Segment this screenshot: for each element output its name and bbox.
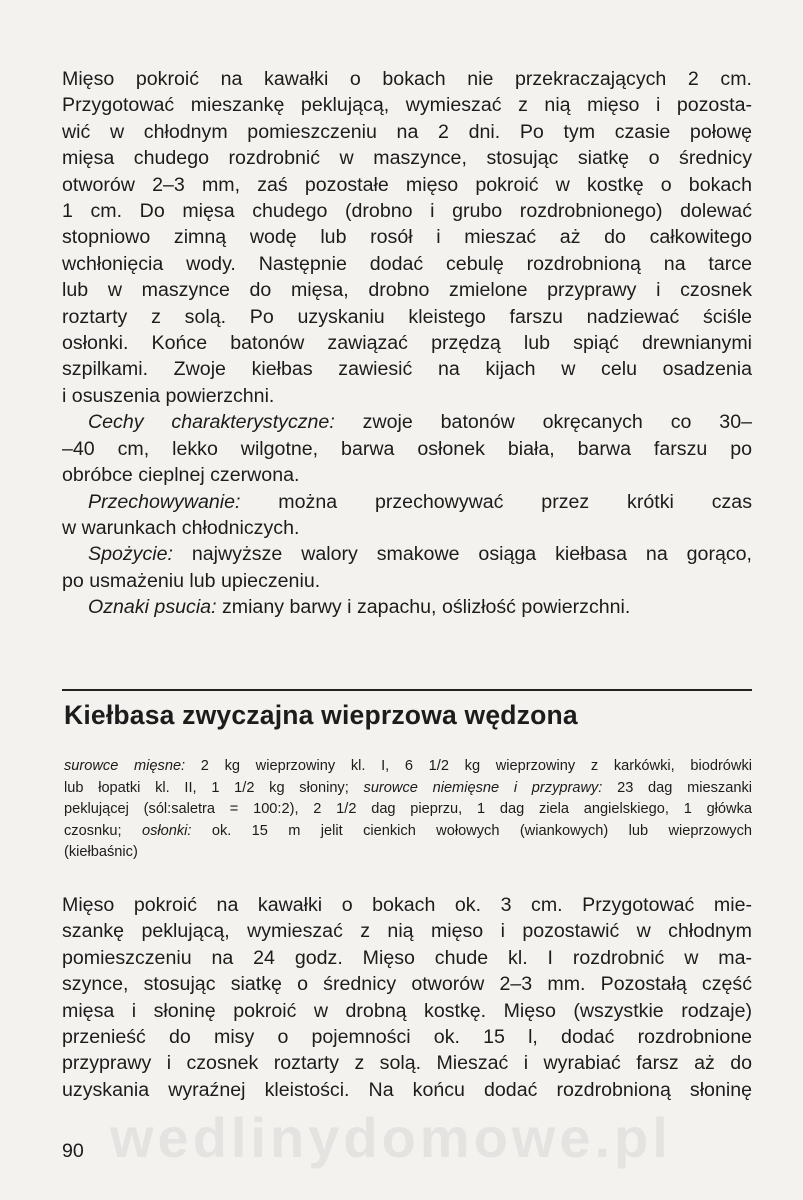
intro-method-paragraph <box>62 66 752 621</box>
text-line: obróbce cieplnej czerwona. <box>62 464 300 487</box>
text-line: wić w chłodnym pomieszczeniu na 2 dni. Po tym czasie połowę <box>62 120 752 143</box>
ingredients-line: (kiełbaśnic) <box>64 844 138 861</box>
ingredients-text: 23 dag mieszanki <box>602 779 752 796</box>
nonmeat-ingredients-label: surowce niemięsne i przyprawy: <box>363 779 603 796</box>
spoilage-line <box>62 594 752 620</box>
text-line: otworów 2–3 mm, zaś pozostałe mięso pokroić w kostkę o bokach <box>62 173 752 196</box>
text-line: Przygotować mieszankę peklującą, wymieszać z nią mięso i pozosta- <box>62 94 752 117</box>
meat-ingredients-label: surowce mięsne: <box>64 758 186 774</box>
ingredients-text: czosnku; <box>64 822 142 839</box>
text-line: szankę peklującą, wymieszać z nią mięso i pozostawić w chłodnym <box>62 920 752 943</box>
spoilage-text: zmiany barwy i zapachu, oślizłość powierzchni. <box>216 596 631 619</box>
characteristics-line <box>62 409 752 435</box>
storage-text: można przechowywać przez krótki czas <box>240 490 752 513</box>
text-line: –40 cm, lekko wilgotne, barwa osłonek biała, barwa farszu po <box>62 437 752 460</box>
characteristics-text: zwoje batonów okręcanych co 30– <box>334 411 752 434</box>
ingredients-line <box>64 778 752 800</box>
text-line: 1 cm. Do mięsa chudego (drobno i grubo rozdrobnionego) dolewać <box>62 200 752 223</box>
storage-line <box>62 489 752 515</box>
storage-label: Przechowywanie: <box>88 490 241 513</box>
text-line: roztarty z solą. Po uzyskaniu kleistego farszu nadziewać ściśle <box>62 305 752 328</box>
text-line: stopniowo zimną wodę lub rosół i mieszać aż do całkowitego <box>62 226 752 249</box>
text-line: uzyskania wyraźnej kleistości. Na końcu dodać rozdrobnioną słoninę <box>62 1078 752 1101</box>
recipe-method-paragraph <box>62 892 752 1103</box>
consumption-label: Spożycie: <box>88 543 173 566</box>
ingredients-list <box>64 756 752 864</box>
text-line: mięsa chudego rozdrobnić w maszynce, stosując siatkę o średnicy <box>62 147 752 170</box>
text-line: lub w maszynce do mięsa, drobno zmielone przyprawy i czosnek <box>62 279 752 302</box>
watermark: wedlinydomowe.pl <box>110 1106 672 1169</box>
characteristics-label: Cechy charakterystyczne: <box>88 411 335 434</box>
text-line: szpilkami. Zwoje kiełbas zawiesić na kijach w celu osadzenia <box>62 358 752 381</box>
spoilage-label: Oznaki psucia: <box>88 596 217 619</box>
consumption-line <box>62 541 752 567</box>
section-divider <box>62 689 752 691</box>
text-line: mięsa i słoninę pokroić w drobną kostkę. Mięso (wszystkie rodzaje) <box>62 999 752 1022</box>
recipe-title: Kiełbasa zwyczajna wieprzowa wędzona <box>64 700 578 730</box>
text-line: pomieszczeniu na 24 godz. Mięso chude kl. I rozdrobnić w ma- <box>62 946 752 969</box>
ingredients-line <box>64 821 752 843</box>
ingredients-line <box>64 756 752 778</box>
ingredients-text: ok. 15 m jelit cienkich wołowych (wiankowych) lub wieprzowych <box>191 822 752 839</box>
text-line: po usmażeniu lub upieczeniu. <box>62 569 321 592</box>
text-line: Mięso pokroić na kawałki o bokach nie przekraczających 2 cm. <box>62 68 752 90</box>
text-line: w warunkach chłodniczych. <box>62 516 300 539</box>
consumption-text: najwyższe walory smakowe osiąga kiełbasa na gorąco, <box>172 543 752 566</box>
ingredients-text: 2 kg wieprzowiny kl. I, 6 1/2 kg wieprzowiny z karkówki, biodrówki <box>185 758 752 774</box>
ingredients-text: lub łopatki kl. II, 1 1/2 kg słoniny; <box>64 779 364 796</box>
text-line: Mięso pokroić na kawałki o bokach ok. 3 cm. Przygotować mie- <box>62 894 752 916</box>
text-line: wchłonięcia wody. Następnie dodać cebulę rozdrobnioną na tarce <box>62 252 752 275</box>
text-line: osłonki. Końce batonów zawiązać przędzą lub spiąć drewnianymi <box>62 332 752 355</box>
text-line: i osuszenia powierzchni. <box>62 384 275 407</box>
casings-label: osłonki: <box>141 822 192 839</box>
text-line: przenieść do misy o pojemności ok. 15 l, dodać rozdrobnione <box>62 1026 752 1049</box>
text-line: szynce, stosując siatkę o średnicy otworów 2–3 mm. Pozostałą część <box>62 973 752 996</box>
ingredients-line: peklującej (sól:saletra = 100:2), 2 1/2 dag pieprzu, 1 dag ziela angielskiego, 1 główka <box>64 801 752 818</box>
text-line: przyprawy i czosnek roztarty z solą. Mieszać i wyrabiać farsz aż do <box>62 1052 752 1075</box>
page-number: 90 <box>62 1140 84 1162</box>
